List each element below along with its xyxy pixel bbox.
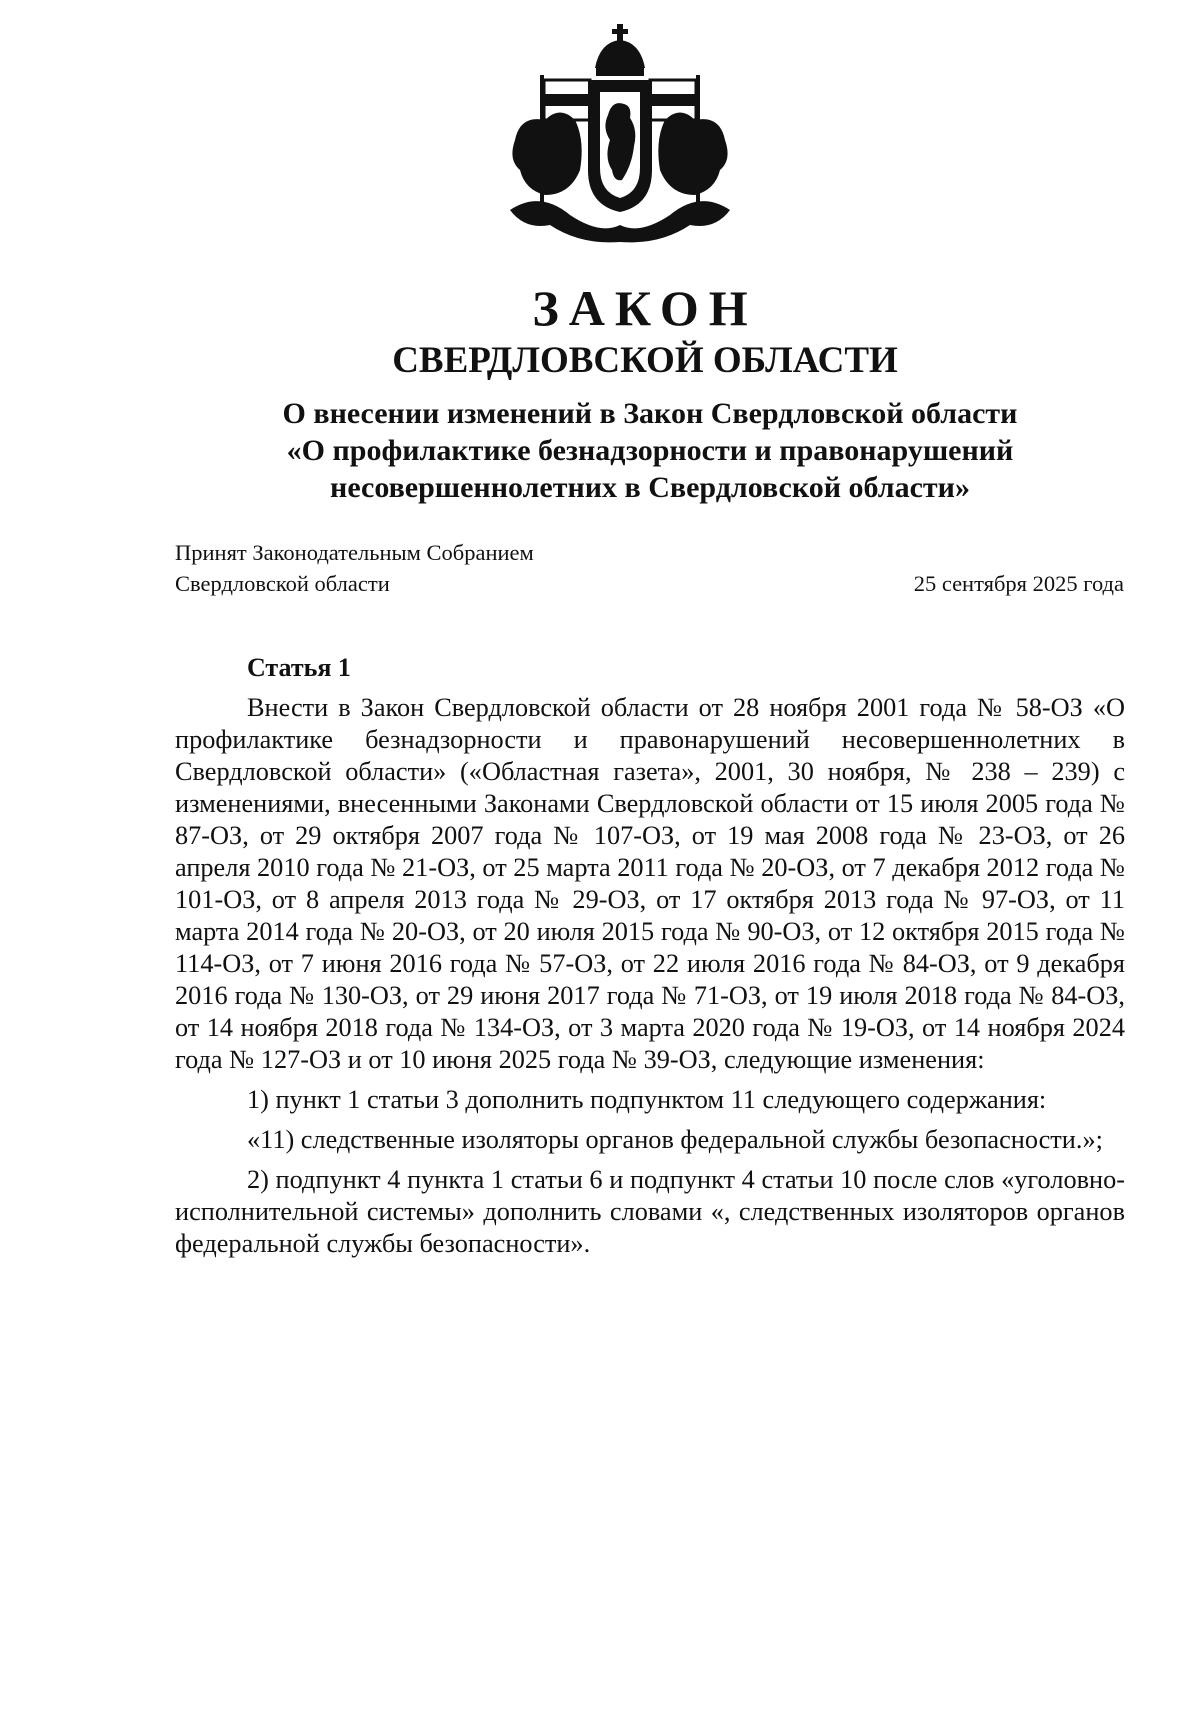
article-paragraph: 2) подпункт 4 пункта 1 статьи 6 и подпункт 4 статьи 10 после слов «уголовно-исполнительной системы» дополнить словами «, следственных изоляторов органов федеральной службы безопасности». xyxy=(175,1165,1125,1258)
law-subject xyxy=(220,395,1080,506)
adoption-line: Свердловской области xyxy=(175,571,390,596)
article-heading: Статья 1 xyxy=(247,653,351,682)
subject-line: несовершеннолетних в Свердловской области» xyxy=(330,471,970,504)
adoption-date: 25 сентября 2025 года xyxy=(913,571,1124,596)
subject-line: «О профилактике безнадзорности и правонарушений xyxy=(286,434,1014,467)
subject-line: О внесении изменений в Закон Свердловской области xyxy=(282,397,1018,430)
article-body xyxy=(175,692,1125,1260)
article-paragraph: «11) следственные изоляторы органов федеральной службы безопасности.»; xyxy=(247,1125,1103,1154)
law-title: ЗАКОН xyxy=(532,280,758,336)
adoption-body xyxy=(175,537,534,599)
region-title: СВЕРДЛОВСКОЙ ОБЛАСТИ xyxy=(392,340,898,381)
coat-of-arms-emblem xyxy=(500,20,740,250)
adoption-line: Принят Законодательным Собранием xyxy=(175,540,534,565)
article-paragraph: Внести в Закон Свердловской области от 28 ноября 2001 года № 58-ОЗ «О профилактике безнадзорности и правонарушений несовершеннолетних в Свердловской области» («Областная газета», 2001, 30 ноября, № 238 – 239) с изменениями, внесенными Законами Свердловской области от 15 июля 2005 года № 87-ОЗ, от 29 октября 2007 года № 107-ОЗ, от 19 мая 2008 года № 23-ОЗ, от 26 апреля 2010 года № 21-ОЗ, от 25 марта 2011 года № 20-ОЗ, от 7 декабря 2012 года № 101-ОЗ, от 8 апреля 2013 года № 29-ОЗ, от 17 октября 2013 года № 97-ОЗ, от 11 марта 2014 года № 20-ОЗ, от 20 июля 2015 года № 90-ОЗ, от 12 октября 2015 года № 114-ОЗ, от 7 июня 2016 года № 57-ОЗ, от 22 июля 2016 года № 84-ОЗ, от 9 декабря 2016 года № 130-ОЗ, от 29 июня 2017 года № 71-ОЗ, от 19 июля 2018 года № 84-ОЗ, от 14 ноября 2018 года № 134-ОЗ, от 3 марта 2020 года № 19-ОЗ, от 14 ноября 2024 года № 127-ОЗ и от 10 июня 2025 года № 39-ОЗ, следующие изменения: xyxy=(175,693,1125,1074)
article-paragraph: 1) пункт 1 статьи 3 дополнить подпунктом 11 следующего содержания: xyxy=(247,1085,1047,1114)
